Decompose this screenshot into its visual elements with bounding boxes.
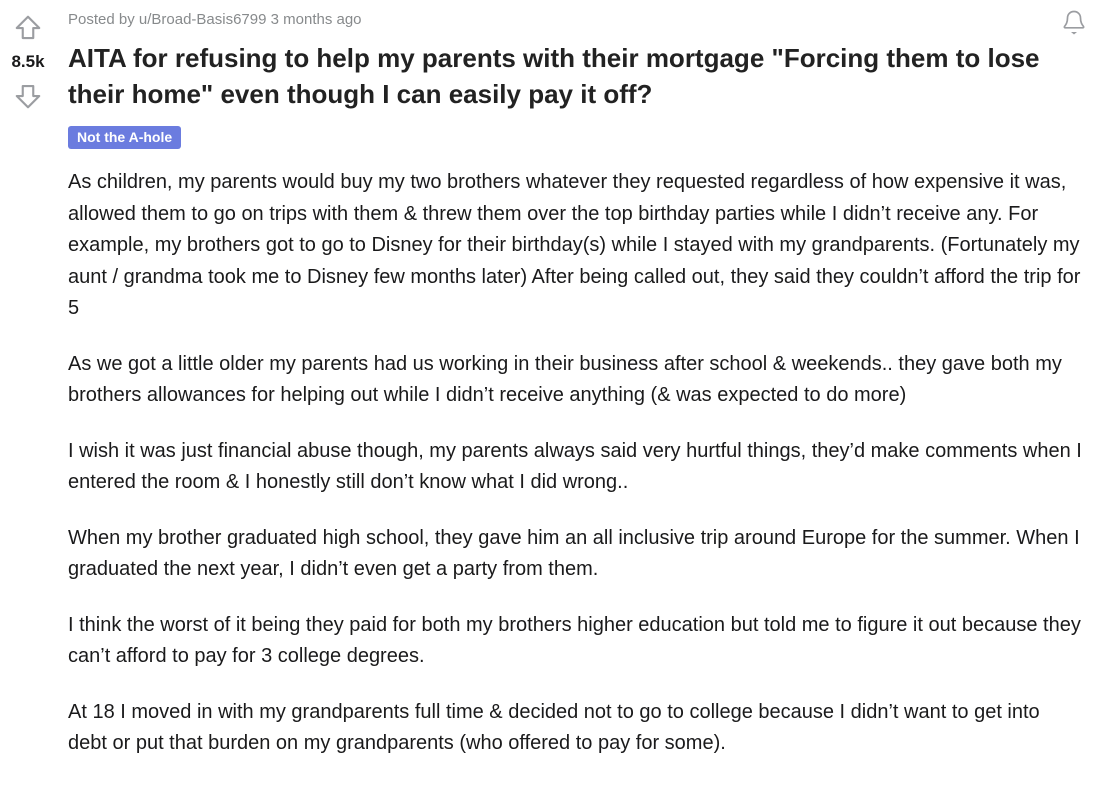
post-paragraph: When my brother graduated high school, they gave him an all inclusive trip around Europe for the summer. When I graduated the next year, I didn’t even get a party from them. (68, 526, 1080, 580)
downvote-button[interactable] (11, 80, 45, 112)
post-paragraph: I wish it was just financial abuse though, my parents always said very hurtful things, they’d make comments when I entered the room & I honestly still don’t know what I did wrong.. (68, 439, 1082, 493)
vote-column (0, 0, 56, 811)
post-paragraph: I think the worst of it being they paid for both my brothers higher education but told me to figure it out because they can’t afford to pay for 3 college degrees. (68, 613, 1081, 667)
post-body (68, 167, 1084, 760)
post-paragraph: As children, my parents would buy my two brothers whatever they requested regardless of how expensive it was, allowed them to go on trips with them & threw them over the top birthday parties while I didn’t receive any. For example, my brothers got to go to Disney for their birthday(s) while I stayed with my grandparents. (Fortunately my aunt / grandma took me to Disney few months later) After being called out, they said they couldn’t afford the trip for 5 (68, 171, 1081, 319)
post-title[interactable]: AITA for refusing to help my parents with their mortgage "Forcing them to lose their home" even though I can easily pay it off? (68, 43, 1040, 109)
notification-bell-button[interactable] (1060, 8, 1088, 38)
post-content (56, 0, 1102, 811)
downvote-icon (13, 81, 43, 111)
posted-by-text[interactable]: Posted by u/Broad-Basis6799 3 months ago (68, 11, 362, 28)
vote-score: 8.5k (11, 52, 45, 71)
flair-badge[interactable]: Not the A-hole (68, 126, 181, 149)
upvote-button[interactable] (11, 12, 45, 44)
post-paragraph: As we got a little older my parents had us working in their business after school & weekends.. they gave both my brothers allowances for helping out while I didn’t receive anything (& was expected to do more) (68, 352, 1062, 406)
upvote-icon (13, 13, 43, 43)
bell-icon (1060, 8, 1088, 38)
post-paragraph: At 18 I moved in with my grandparents full time & decided not to go to college because I didn’t want to get into debt or put that burden on my grandparents (who offered to pay for some). (68, 700, 1040, 754)
post-meta-row (68, 10, 1084, 30)
